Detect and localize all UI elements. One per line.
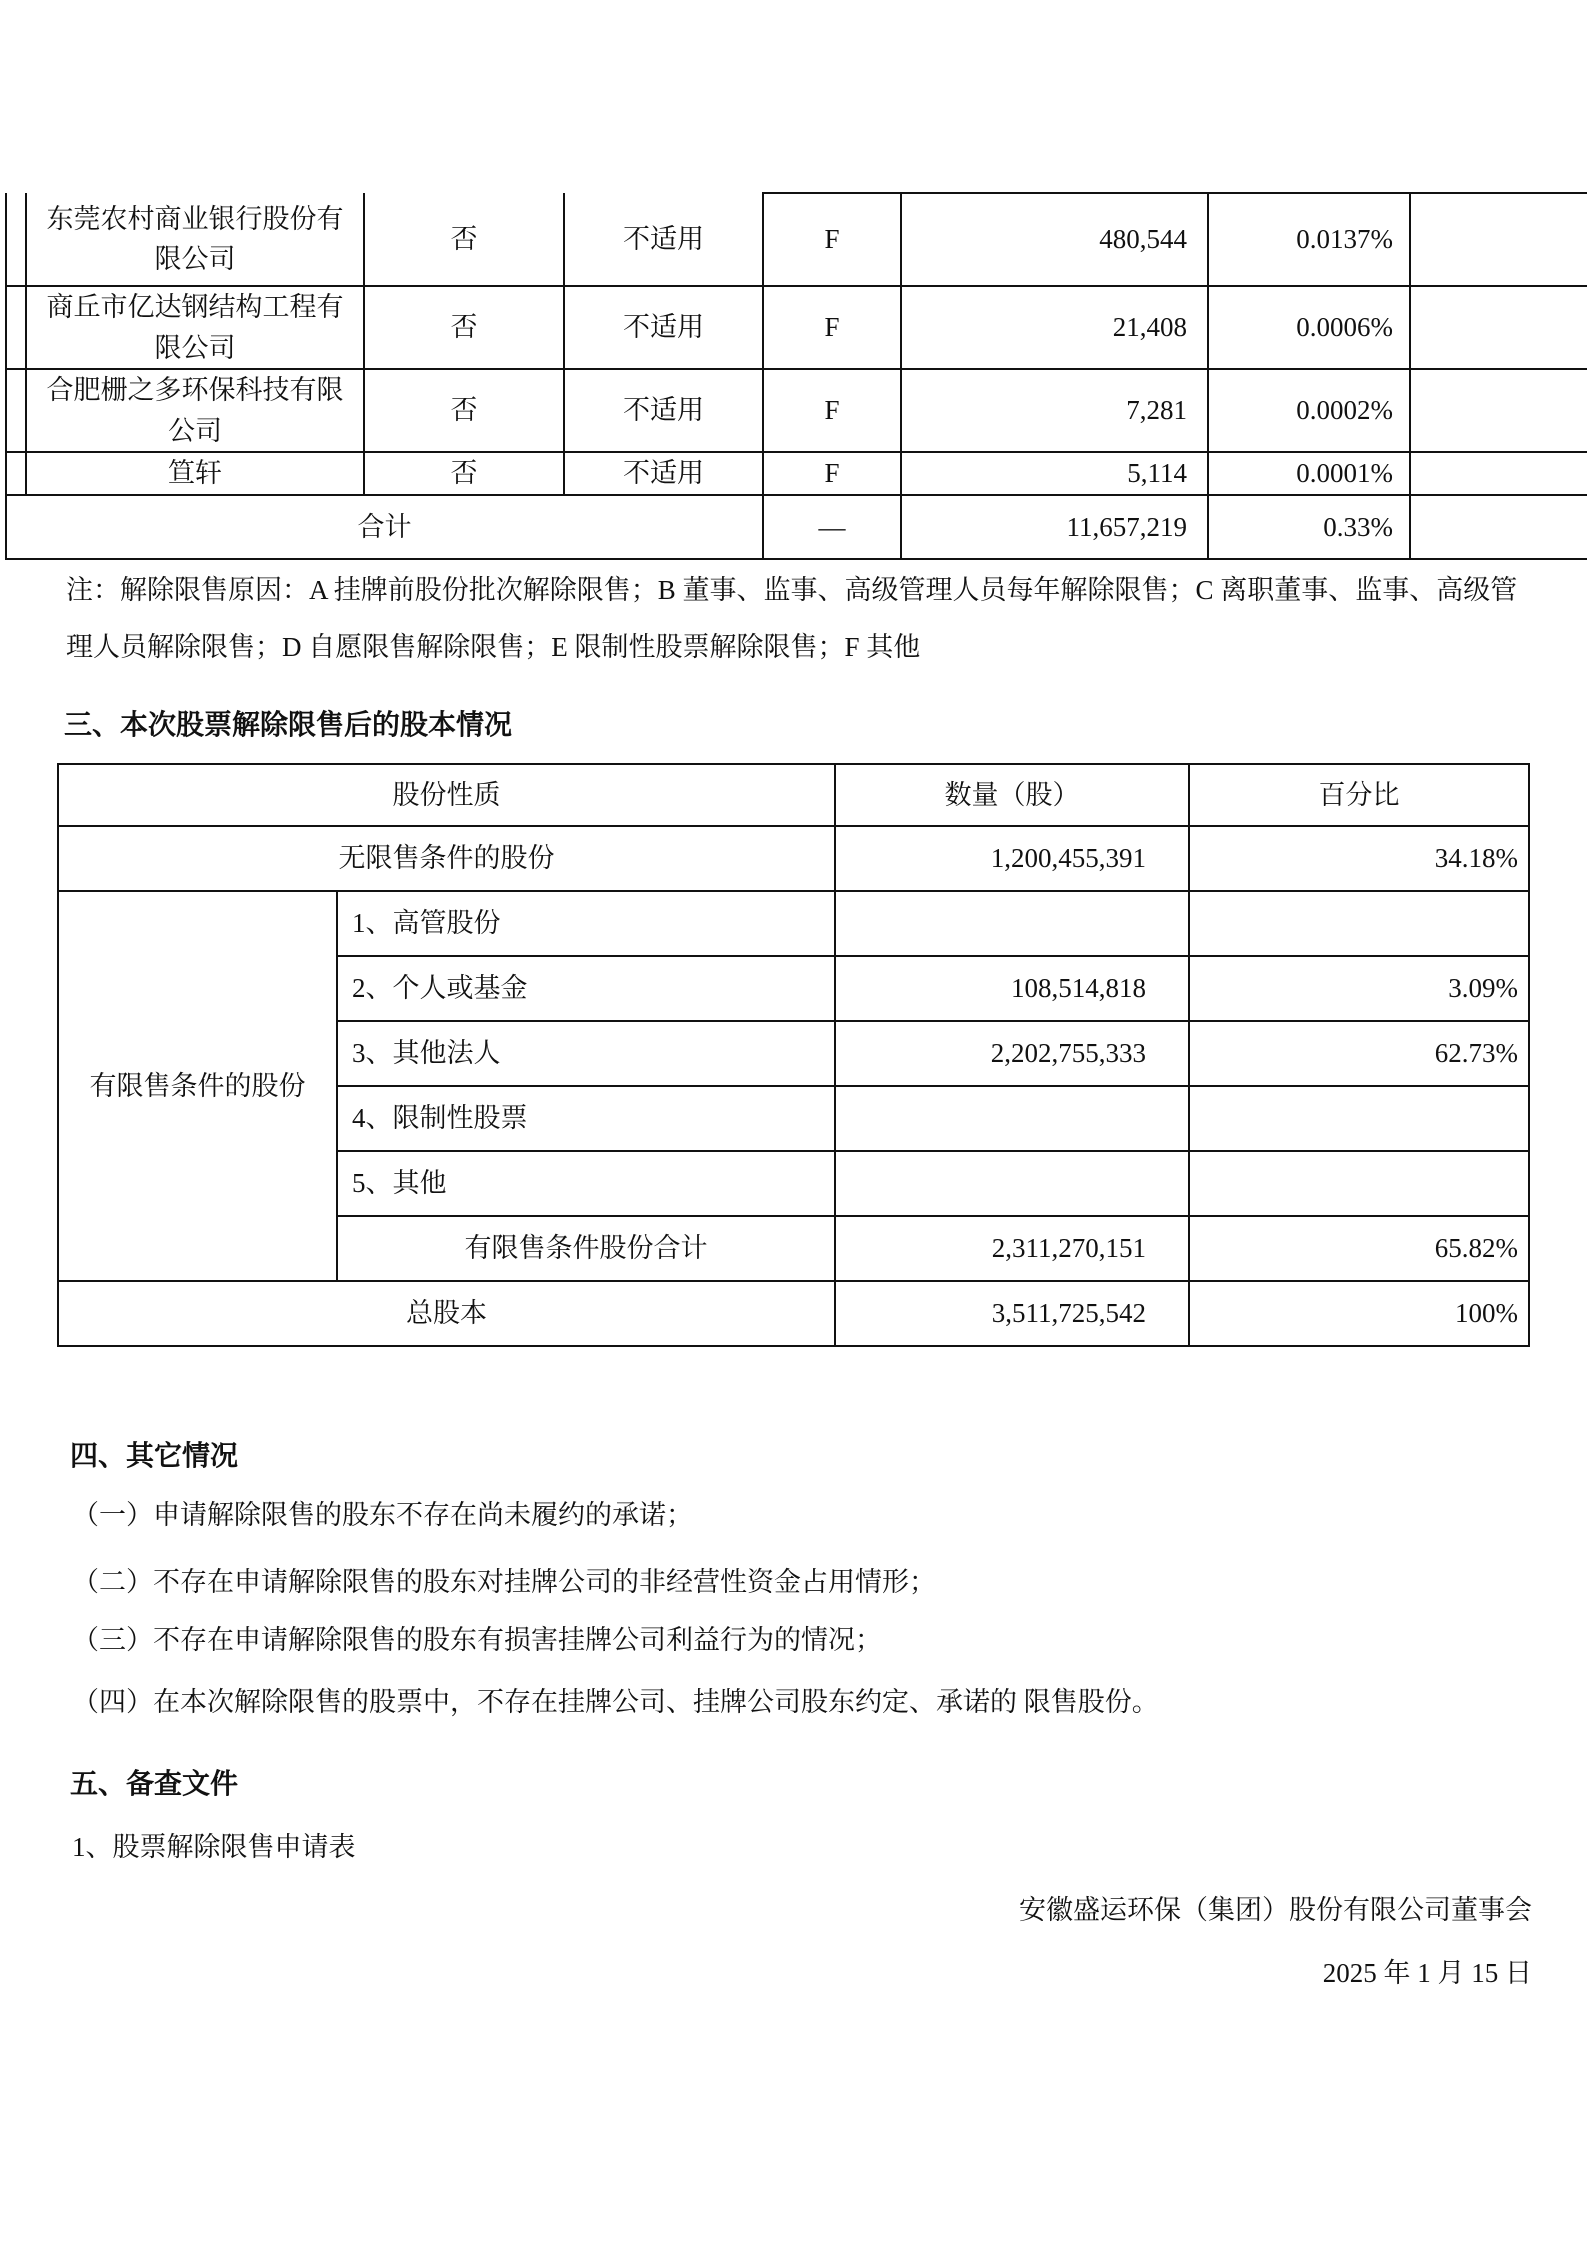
sub-label-cell: 1、高管股份 [337, 891, 835, 956]
empty-cell [1410, 193, 1587, 286]
percent-cell: 0.0002% [1208, 369, 1410, 452]
shares-cell: 11,657,219 [901, 495, 1208, 559]
na-cell: 不适用 [564, 369, 763, 452]
committed-cell: 否 [364, 452, 564, 495]
section4-item: （三）不存在申请解除限售的股东有损害挂牌公司利益行为的情况； [72, 1625, 882, 1655]
section4-item: （一）申请解除限售的股东不存在尚未履约的承诺； [72, 1500, 693, 1530]
cutoff-cell [6, 369, 26, 452]
percent-cell: 3.09% [1189, 956, 1529, 1021]
shareholder-name-cell: 笪轩 [26, 452, 364, 495]
table-row [6, 369, 1587, 452]
row-label-cell: 无限售条件的股份 [58, 826, 835, 891]
shareholder-name-cell: 合肥栅之多环保科技有限公司 [26, 369, 364, 452]
shareholder-name-cell: 东莞农村商业银行股份有限公司 [26, 193, 364, 286]
header-percent-cell: 百分比 [1189, 764, 1529, 826]
na-cell: 不适用 [564, 193, 763, 286]
header-row [58, 764, 1529, 826]
percent-cell [1189, 891, 1529, 956]
shares-cell: 108,514,818 [835, 956, 1189, 1021]
empty-cell [1410, 452, 1587, 495]
subtotal-label-cell: 有限售条件股份合计 [337, 1216, 835, 1281]
shares-cell: 5,114 [901, 452, 1208, 495]
shares-cell: 21,408 [901, 286, 1208, 369]
sub-label-cell: 5、其他 [337, 1151, 835, 1216]
restricted-sub-row [58, 891, 1529, 956]
section5-item: 1、股票解除限售申请表 [72, 1832, 356, 1862]
committed-cell: 否 [364, 369, 564, 452]
reason-code-cell: F [763, 193, 901, 286]
shares-cell: 7,281 [901, 369, 1208, 452]
shares-cell: 3,511,725,542 [835, 1281, 1189, 1346]
empty-cell [1410, 286, 1587, 369]
cutoff-cell [6, 452, 26, 495]
section4-item: （二）不存在申请解除限售的股东对挂牌公司的非经营性资金占用情形； [72, 1567, 936, 1597]
percent-cell: 34.18% [1189, 826, 1529, 891]
shares-cell: 1,200,455,391 [835, 826, 1189, 891]
shares-cell: 480,544 [901, 193, 1208, 286]
unlock-detail-table [5, 192, 1587, 560]
percent-cell [1189, 1151, 1529, 1216]
shares-cell: 2,311,270,151 [835, 1216, 1189, 1281]
total-row [6, 495, 1587, 559]
percent-cell: 0.33% [1208, 495, 1410, 559]
grand-total-row [58, 1281, 1529, 1346]
sub-label-cell: 2、个人或基金 [337, 956, 835, 1021]
note-line-1: 注：解除限售原因：A 挂牌前股份批次解除限售；B 董事、监事、高级管理人员每年解除限售；C 离职董事、监事、高级管 [66, 575, 1518, 605]
header-amount-cell: 数量（股） [835, 764, 1189, 826]
percent-cell: 0.0137% [1208, 193, 1410, 286]
section3-heading: 三、本次股票解除限售后的股本情况 [64, 710, 513, 741]
total-label-cell: 合计 [6, 495, 763, 559]
na-cell: 不适用 [564, 286, 763, 369]
restricted-group-label-cell: 有限售条件的股份 [58, 891, 337, 1281]
empty-cell [1410, 495, 1587, 559]
shares-cell [835, 1086, 1189, 1151]
sub-label-cell: 4、限制性股票 [337, 1086, 835, 1151]
signature-date: 2025 年 1 月 15 日 [1322, 1958, 1532, 1988]
section4-heading: 四、其它情况 [70, 1441, 239, 1472]
committed-cell: 否 [364, 193, 564, 286]
shares-cell [835, 891, 1189, 956]
header-nature-cell: 股份性质 [58, 764, 835, 826]
shares-cell [835, 1151, 1189, 1216]
shares-cell: 2,202,755,333 [835, 1021, 1189, 1086]
note-line-2: 理人员解除限售；D 自愿限售解除限售；E 限制性股票解除限售；F 其他 [66, 632, 921, 662]
percent-cell: 0.0001% [1208, 452, 1410, 495]
table-row [6, 193, 1587, 286]
reason-code-cell: F [763, 369, 901, 452]
signature-company: 安徽盛运环保（集团）股份有限公司董事会 [1019, 1895, 1532, 1925]
percent-cell: 65.82% [1189, 1216, 1529, 1281]
total-label-cell: 总股本 [58, 1281, 835, 1346]
empty-cell [1410, 369, 1587, 452]
section5-heading: 五、备查文件 [70, 1769, 239, 1800]
cutoff-cell [6, 286, 26, 369]
shareholder-name-cell: 商丘市亿达钢结构工程有限公司 [26, 286, 364, 369]
cutoff-cell [6, 193, 26, 286]
unrestricted-row [58, 826, 1529, 891]
reason-code-cell: F [763, 452, 901, 495]
sub-label-cell: 3、其他法人 [337, 1021, 835, 1086]
percent-cell [1189, 1086, 1529, 1151]
percent-cell: 0.0006% [1208, 286, 1410, 369]
reason-code-cell: F [763, 286, 901, 369]
table-row [6, 452, 1587, 495]
table-row [6, 286, 1587, 369]
na-cell: 不适用 [564, 452, 763, 495]
committed-cell: 否 [364, 286, 564, 369]
share-structure-table [57, 763, 1530, 1347]
percent-cell: 100% [1189, 1281, 1529, 1346]
percent-cell: 62.73% [1189, 1021, 1529, 1086]
section4-item: （四）在本次解除限售的股票中，不存在挂牌公司、挂牌公司股东约定、承诺的 限售股份。 [72, 1687, 1159, 1717]
reason-code-cell: — [763, 495, 901, 559]
